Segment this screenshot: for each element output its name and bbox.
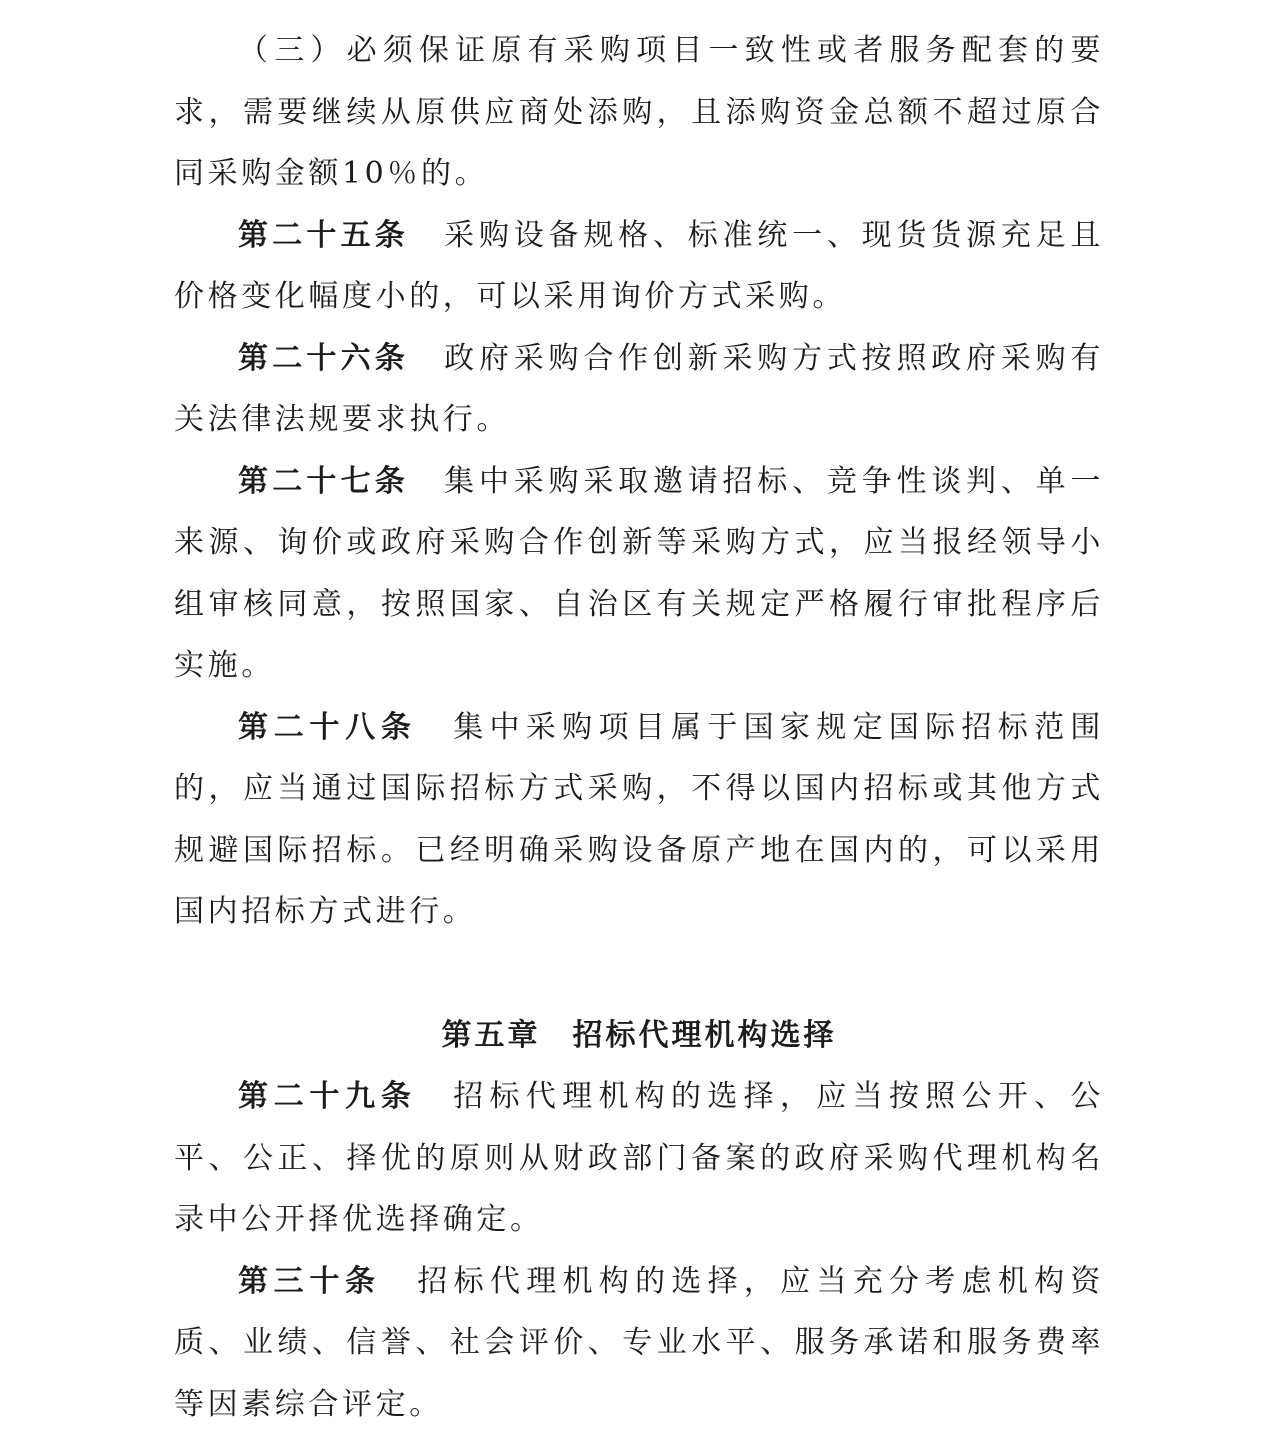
article-number: 第二十八条 xyxy=(238,710,417,745)
article-number: 第二十七条 xyxy=(238,464,409,499)
article-text: 政府采购合作创新采购方式按照政府采购有关法律法规要求执行。 xyxy=(174,341,1104,438)
article-text: 集中采购采取邀请招标、竞争性谈判、单一来源、询价或政府采购合作创新等采购方式，应当报经领导小组审核同意，按照国家、自治区有关规定严格履行审批程序后实施。 xyxy=(174,464,1104,684)
article-number: 第三十条 xyxy=(238,1264,381,1299)
article-number: 第二十五条 xyxy=(238,218,409,253)
article-28 xyxy=(174,697,1104,943)
article-text: 采购设备规格、标准统一、现货货源充足且价格变化幅度小的，可以采用询价方式采购。 xyxy=(174,218,1104,315)
chapter-title: 招标代理机构选择 xyxy=(573,1018,837,1053)
article-text: 招标代理机构的选择，应当充分考虑机构资质、业绩、信誉、社会评价、专业水平、服务承诺和服务费率等因素综合评定。 xyxy=(174,1264,1104,1422)
article-27 xyxy=(174,451,1104,697)
article-25 xyxy=(174,205,1104,328)
opening-paragraph: （三）必须保证原有采购项目一致性或者服务配套的要求，需要继续从原供应商处添购，且添购资金总额不超过原合同采购金额10％的。 xyxy=(174,20,1104,205)
document-page xyxy=(174,20,1104,1435)
chapter-number: 第五章 xyxy=(442,1018,541,1053)
article-29 xyxy=(174,1066,1104,1251)
article-number: 第二十九条 xyxy=(238,1079,417,1114)
article-number: 第二十六条 xyxy=(238,341,409,376)
article-text: 招标代理机构的选择，应当按照公开、公平、公正、择优的原则从财政部门备案的政府采购代理机构名录中公开择优选择确定。 xyxy=(174,1079,1104,1237)
article-26 xyxy=(174,328,1104,451)
chapter-heading xyxy=(174,1005,1104,1067)
article-30 xyxy=(174,1251,1104,1435)
article-text: 集中采购项目属于国家规定国际招标范围的，应当通过国际招标方式采购，不得以国内招标或其他方式规避国际招标。已经明确采购设备原产地在国内的，可以采用国内招标方式进行。 xyxy=(174,710,1104,930)
